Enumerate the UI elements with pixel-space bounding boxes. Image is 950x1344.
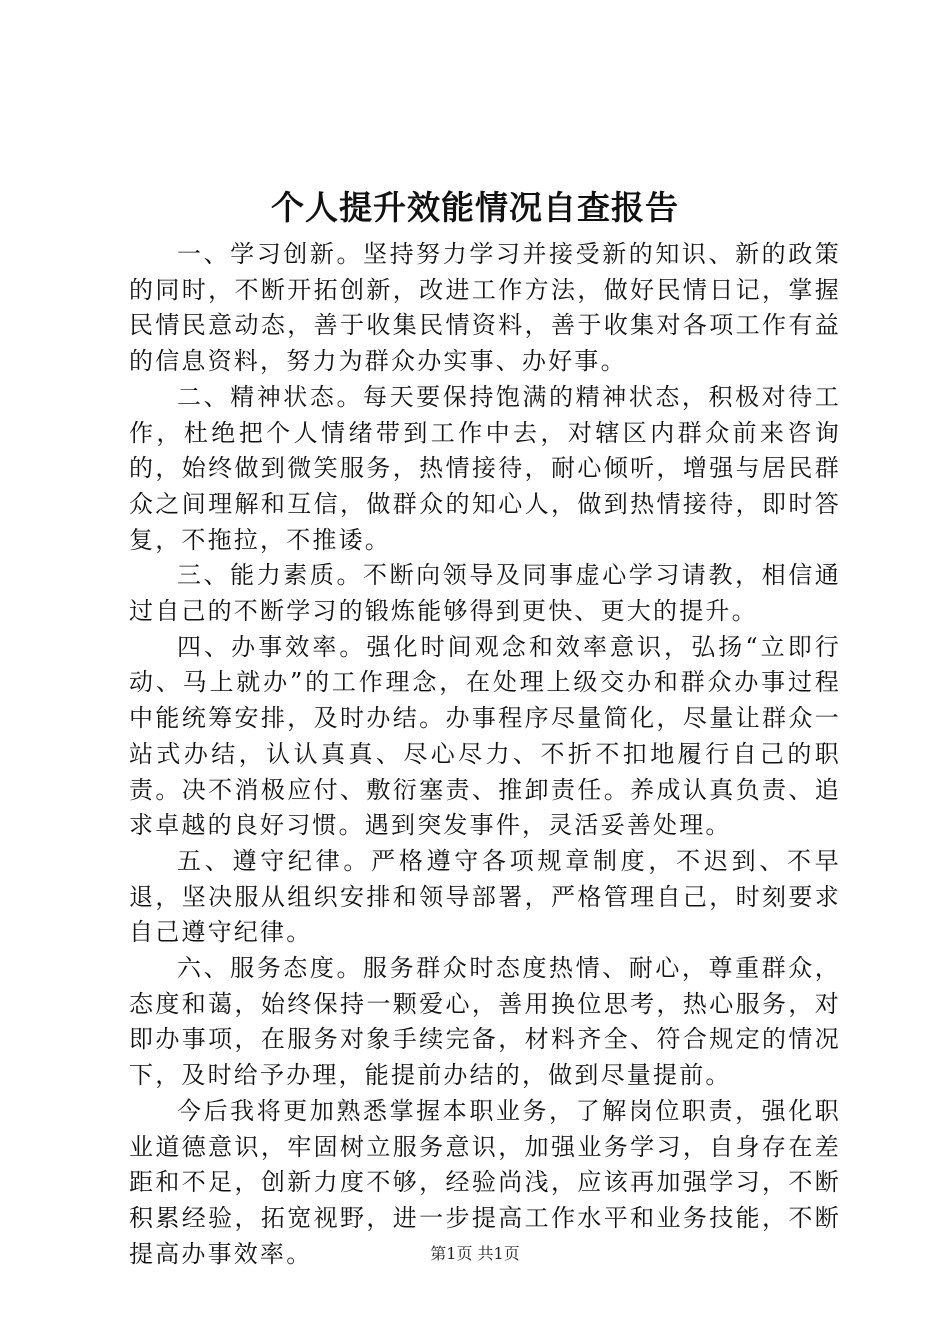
page-footer: 第1页 共1页 (430, 1244, 520, 1263)
paragraph-ability: 三、能力素质。不断向领导及同事虚心学习请教，相信通过自己的不断学习的锻炼能够得到更快、更大的提升。 (129, 561, 841, 626)
paragraph-mental-state: 二、精神状态。每天要保持饱满的精神状态，积极对待工作，杜绝把个人情绪带到工作中去，对辖区内群众前来咨询的，始终做到微笑服务，热情接待，耐心倾听，增强与居民群众之间理解和互信，做群众的知心人，做到热情接待，即时答复，不拖拉，不推诿。 (129, 382, 841, 554)
paragraph-efficiency: 四、办事效率。强化时间观念和效率意识，弘扬“立即行动、马上就办”的工作理念，在处理上级交办和群众办事过程中能统筹安排，及时办结。办事程序尽量简化，尽量让群众一站式办结，认认真真、尽心尽力、不折不扣地履行自己的职责。决不消极应付、敷衍塞责、推卸责任。养成认真负责、追求卓越的良好习惯。遇到突发事件，灵活妥善处理。 (129, 632, 841, 840)
paragraph-study-innovation: 一、学习创新。坚持努力学习并接受新的知识、新的政策的同时，不断开拓创新，改进工作方法，做好民情日记，掌握民情民意动态，善于收集民情资料，善于收集对各项工作有益的信息资料，努力为群众办实事、办好事。 (129, 240, 841, 376)
paragraph-service-attitude: 六、服务态度。服务群众时态度热情、耐心，尊重群众，态度和蔼，始终保持一颗爱心，善用换位思考，热心服务，对即办事项，在服务对象手续完备，材料齐全、符合规定的情况下，及时给予办理，能提前办结的，做到尽量提前。 (129, 954, 841, 1090)
paragraph-discipline: 五、遵守纪律。严格遵守各项规章制度，不迟到、不早退，坚决服从组织安排和领导部署，严格管理自己，时刻要求自己遵守纪律。 (129, 846, 841, 947)
document-title: 个人提升效能情况自查报告 (271, 188, 679, 227)
paragraph-future-plan: 今后我将更加熟悉掌握本职业务，了解岗位职责，强化职业道德意识，牢固树立服务意识，加强业务学习，自身存在差距和不足，创新力度不够，经验尚浅，应该再加强学习，不断积累经验，拓宽视野，进一步提高工作水平和业务技能，不断提高办事效率。 (129, 1096, 841, 1268)
document-body (129, 237, 841, 1272)
